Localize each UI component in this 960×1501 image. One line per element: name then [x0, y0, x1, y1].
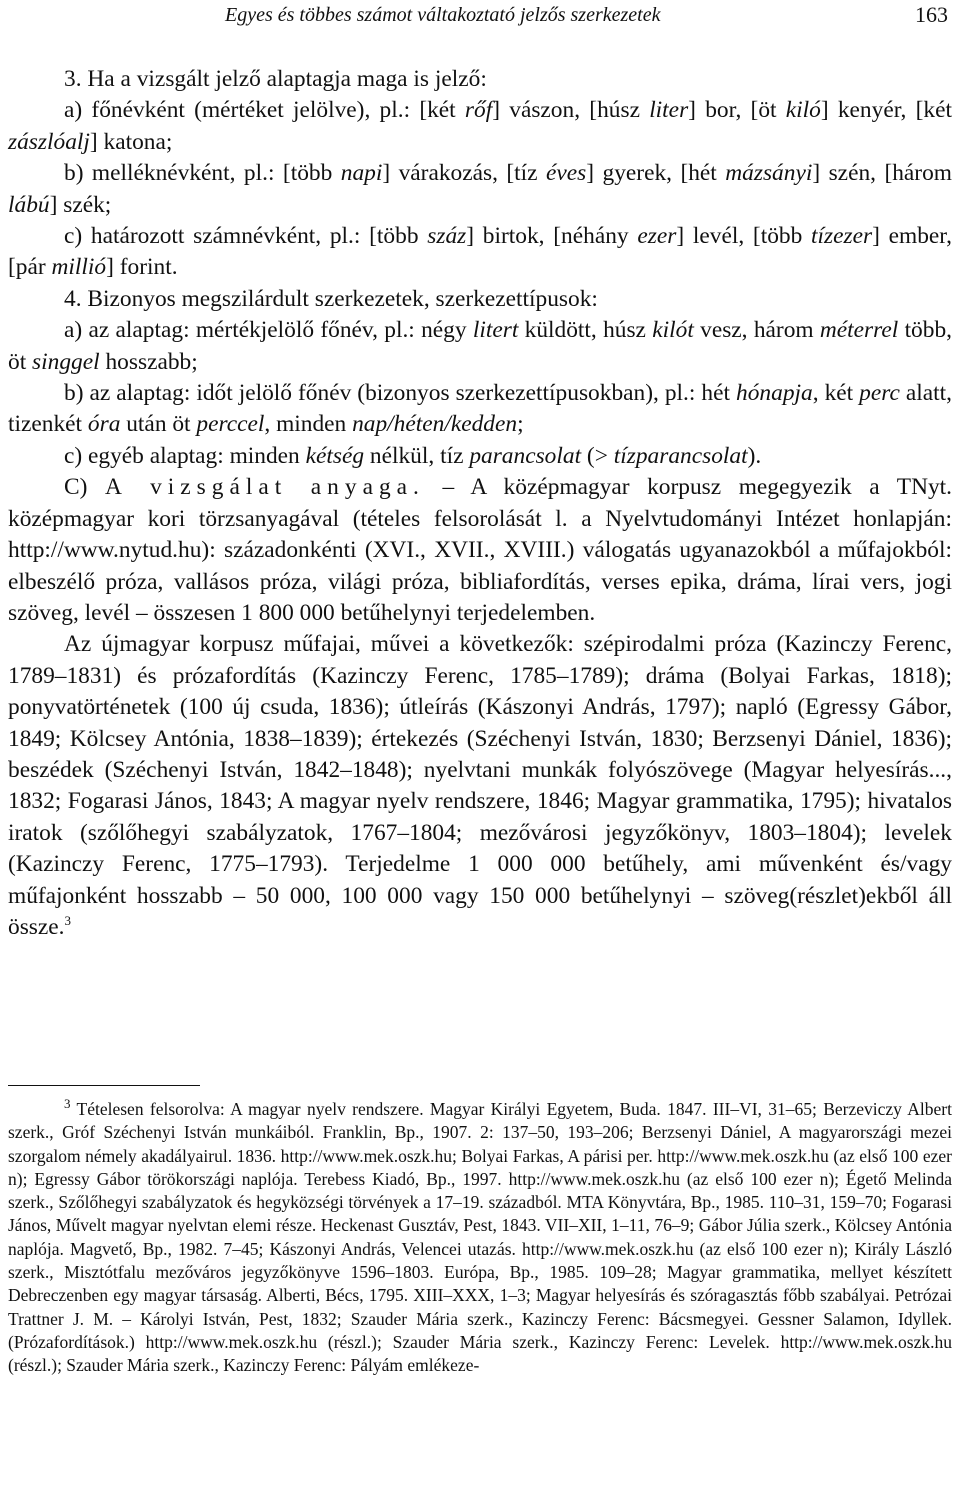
item-4b: b) az alaptag: időt jelölő főnév (bizonyos szerkezettípusokban), pl.: hét hónapja, két perc alatt, tizenkét óra után öt perccel, minden nap/héten/kedden; [8, 380, 952, 438]
item-3b: b) melléknévként, pl.: [több napi] várakozás, [tíz éves] gyerek, [hét mázsányi] szén, [három lábú] szék; [8, 160, 952, 218]
item-3-heading: 3. Ha a vizsgált jelző alaptagja maga is jelző: [64, 66, 487, 92]
section-title-spaced: A vizsgálat anyaga. [104, 474, 425, 501]
new-hungarian-corpus-paragraph: Az újmagyar korpusz műfajai, művei a következők: szépirodalmi próza (Kazinczy Ferenc, 1789–1831) és prózafordítás (Kazinczy Ferenc, 1785–1789); dráma (Bolyai Farkas, 1818); ponyvatörténetek (100 új csuda, 1836); útleírás (Kászonyi András, 1797); napló (Egressy Gábor, 1849; Kölcsey Antónia, 1838–1839); értekezés (Széchenyi István, 1830; Berzsenyi Dániel, 1836); beszédek (Széchenyi István, 1842–1848); nyelvtani munkák folyószövege (Magyar helyesírás..., 1832; Fogarasi János, 1843; A magyar nyelv rendszere, 1846; Magyar grammatika, 1795); hivatalos iratok (szőlőhegyi szabályzatok, 1767–1804; mezővárosi jegyzőkönyv, 1803–1804); levelek (Kazinczy Ferenc, 1775–1793). Terjedelme 1 000 000 betűhely, ami művenként és/vagy műfajonként hosszabb – 50 000, 100 000 vagy 150 000 betűhelynyi – szöveg(részlet)ekből áll össze.$^3$ [8, 631, 952, 940]
footnote-text: Tételesen felsorolva: A magyar nyelv rendszere. Magyar Királyi Egyetem, Buda. 1847. III–VI, 31–65; Berzeviczy Albert szerk., Gróf Széchenyi István munkáiból. Franklin, Bp., 1907. 2: 137–50, 193–206; Berzsenyi Dániel, A magyarországi mezei szorgalom némely akadályairul. 1836. http://www.mek.oszk.hu; Bolyai Farkas, A párisi per. http://www.mek.oszk.hu (az első 100 ezer n); Egressy Gábor törökországi naplója. Terebess Kiadó, Bp., 1997. http://www.mek.oszk.hu (az első 100 ezer n); Égető Melinda szerk., Szőlőhegyi szabályzatok és hegyközségi törvények a 17–19. századból. MTA Könyvtára, Bp., 1985. 110–31, 159–70; Fogarasi János, Művelt magyar nyelvtan elemi része. Heckenast Gusztáv, Pest, 1843. VII–XII, 1–11, 76–9; Gábor Júlia szerk., Kölcsey Antónia naplója. Magvető, Bp., 1982. 7–45; Kászonyi András, Velencei utazás. http://www.mek.oszk.hu (az első 100 ezer n); Király László szerk., Misztótfalu mezőváros jegyzőkönyve 1596–1803. Európa, Bp., 1985. 109–28; Magyar grammatika, mellyet készített Debreczenben egy magyar társaság. Alberti, Bécs, 1795. XIII–XXX, 1–3; Magyar helyesírás és szóragasztás főbb szabályai. Petrózai Trattner J. M. – Károlyi István, Pest, 1832; Szauder Mária szerk., Kazinczy Ferenc: Bácsmegyei. Gessner Salamon, Idyllek. (Prózafordítások.) http://www.mek.oszk.hu (részl.); Szauder Mária szerk., Kazinczy Ferenc: Levelek. http://www.mek.oszk.hu (részl.); Szauder Mária szerk., Kazinczy Ferenc: Pályám emlékeze- [8, 1099, 952, 1376]
footnote [8, 1098, 952, 1378]
footnote-separator [8, 1085, 200, 1086]
footnote-ref: 3 [64, 913, 72, 929]
item-4-heading: 4. Bizonyos megszilárdult szerkezetek, szerkezettípusok: [64, 285, 598, 312]
running-header: Egyes és többes számot váltakoztató jelzős szerkezetek [225, 4, 661, 26]
item-3a: a) főnévként (mértéket jelölve), pl.: [két rőf] vászon, [húsz liter] bor, [öt kiló] kenyér, [két zászlóalj] katona; [8, 97, 953, 155]
body-text [8, 64, 952, 943]
footnote-marker: 3 [64, 1096, 71, 1112]
page-number: 163 [915, 2, 948, 27]
item-4c: c) egyéb alaptag: minden kétség nélkül, tíz parancsolat (> tízparancsolat). [64, 442, 762, 469]
section-c-paragraph: C) A vizsgálat anyaga. – A középmagyar korpusz megegyezik a TNyt. középmagyar kori törzsanyagával (tételes felsorolását l. a Nyelvtudományi Intézet honlapján: http://www.nytud.hu): századonkénti (XVI., XVII., XVIII.) válogatás ugyanazokból a műfajokból: elbeszélő próza, vallásos próza, világi próza, bibliafordítás, verses epika, dráma, lírai vers, jogi szöveg, levél – összesen 1 800 000 betűhelynyi terjedelemben. [8, 474, 952, 626]
item-4a: a) az alaptag: mértékjelölő főnév, pl.: négy litert küldött, húsz kilót vesz, három méterrel több, öt singgel hosszabb; [8, 317, 952, 375]
item-3c: c) határozott számnévként, pl.: [több száz] birtok, [néhány ezer] levél, [több tízezer] ember, [pár millió] forint. [8, 223, 953, 281]
